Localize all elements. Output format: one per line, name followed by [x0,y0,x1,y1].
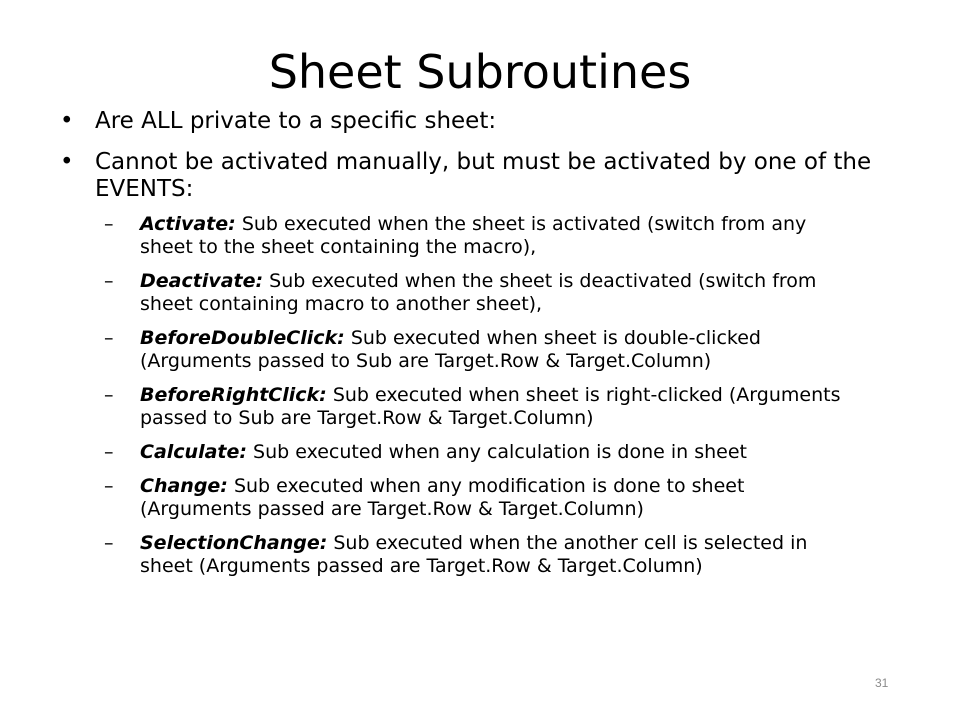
event-term: Deactivate: [140,270,264,292]
event-item-activate [104,213,852,259]
dash-icon: – [104,441,114,463]
dash-icon: – [104,384,114,406]
event-list [104,213,929,578]
event-term: BeforeDoubleClick: [140,327,345,349]
event-item-beforedoubleclick [104,327,852,373]
event-item-selectionchange [104,532,852,578]
slide-title: Sheet Subroutines [268,45,692,99]
dash-icon: – [104,213,114,235]
event-description: Sub executed when sheet is right-clicked (Arguments passed to Sub are Target.Row & Target.Column) [140,384,841,429]
bullet-item [60,108,920,135]
event-description: Sub executed when sheet is double-clicked (Arguments passed to Sub are Target.Row & Target.Column) [140,327,761,372]
event-item-change [104,475,852,521]
event-description: Sub executed when any calculation is done in sheet [253,441,747,463]
bullet-list [60,108,920,592]
event-term: BeforeRightClick: [140,384,327,406]
bullet-text: Cannot be activated manually, but must be activated by one of the EVENTS: [95,149,872,202]
bullet-text: Are ALL private to a specific sheet: [95,108,497,134]
bullet-icon: • [60,149,74,175]
event-term: Calculate: [140,441,247,463]
dash-icon: – [104,475,114,497]
event-term: SelectionChange: [140,532,328,554]
event-description: Sub executed when the sheet is activated (switch from any sheet to the sheet containing the macro), [140,213,807,258]
dash-icon: – [104,327,114,349]
event-description: Sub executed when the sheet is deactivated (switch from sheet containing macro to another sheet), [140,270,817,315]
event-term: Change: [140,475,228,497]
bullet-item [60,149,920,578]
page-number: 31 [875,676,889,690]
bullet-icon: • [60,108,74,134]
event-description: Sub executed when any modification is done to sheet (Arguments passed are Target.Row & Target.Column) [140,475,745,520]
event-term: Activate: [140,213,236,235]
event-item-beforerightclick [104,384,852,430]
event-description: Sub executed when the another cell is selected in sheet (Arguments passed are Target.Row & Target.Column) [140,532,808,577]
event-item-deactivate [104,270,852,316]
dash-icon: – [104,532,114,554]
event-item-calculate [104,441,852,464]
dash-icon: – [104,270,114,292]
